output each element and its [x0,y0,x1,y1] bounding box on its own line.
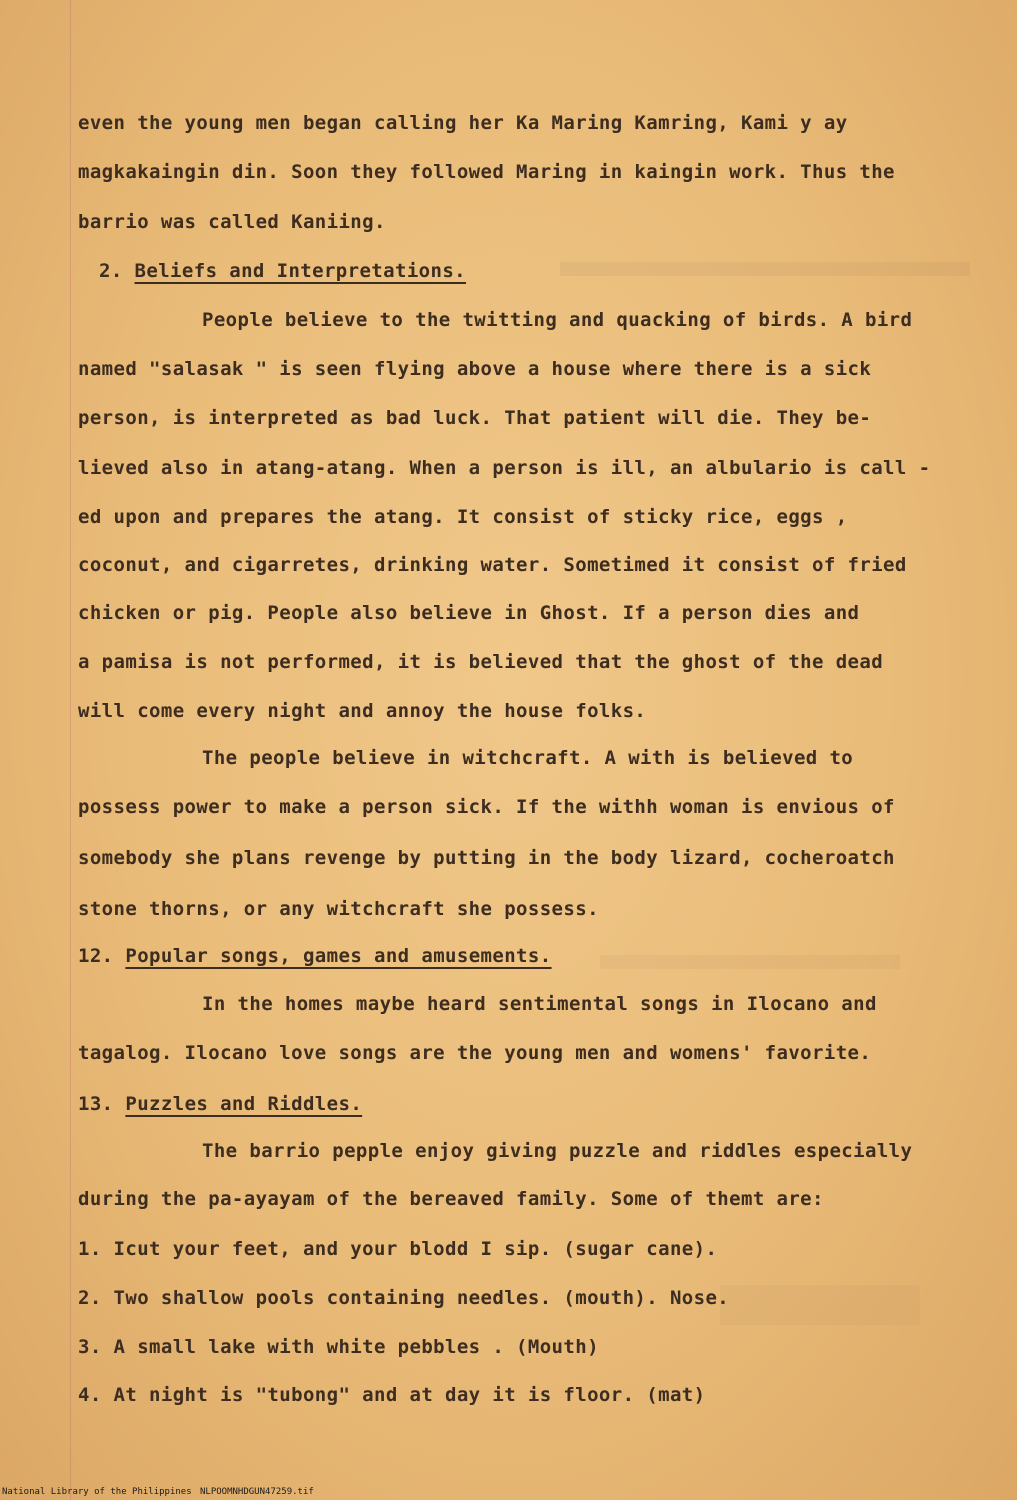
section-heading-riddles [78,1093,362,1115]
text-line: People believe to the twitting and quacking of birds. A bird [202,309,913,331]
section-title: Puzzles and Riddles. [125,1093,363,1115]
margin-rule [70,0,71,1500]
section-number: 13. [78,1093,114,1115]
text-line: ed upon and prepares the atang. It consist of sticky rice, eggs , [78,506,848,528]
text-line: named "salasak " is seen flying above a house where there is a sick [78,358,872,380]
section-title: Beliefs and Interpretations. [134,260,467,282]
text-line: a pamisa is not performed, it is believed that the ghost of the dead [78,651,884,673]
section-number: 12. [78,945,114,967]
text-line: stone thorns, or any witchcraft she possess. [78,898,599,920]
footer-filename: NLPOOMNHDGUN47259.tif [200,1487,314,1497]
text-line: barrio was called Kaniing. [78,211,386,233]
text-line: lieved also in atang-atang. When a person is ill, an albulario is call - [78,457,931,479]
text-line: even the young men began calling her Ka Maring Kamring, Kami y ay [78,112,848,134]
riddle-item: 1. Icut your feet, and your blodd I sip. (sugar cane). [78,1238,718,1260]
text-line: magkakaingin din. Soon they followed Maring in kaingin work. Thus the [78,161,895,183]
bleed-through-mark [600,955,900,969]
section-title: Popular songs, games and amusements. [125,945,552,967]
section-heading-songs [78,945,552,967]
text-line: In the homes maybe heard sentimental songs in Ilocano and [202,993,877,1015]
text-line: somebody she plans revenge by putting in the body lizard, cocheroatch [78,847,895,869]
text-line: coconut, and cigarretes, drinking water. Sometimed it consist of fried [78,554,907,576]
text-line: will come every night and annoy the house folks. [78,700,647,722]
text-line: The barrio pepple enjoy giving puzzle and riddles especially [202,1140,913,1162]
text-line: person, is interpreted as bad luck. That patient will die. They be- [78,407,872,429]
bleed-through-mark [720,1285,920,1325]
text-line: during the pa-ayayam of the bereaved family. Some of themt are: [78,1188,824,1210]
riddle-item: 3. A small lake with white pebbles . (Mouth) [78,1336,599,1358]
riddle-item: 2. Two shallow pools containing needles. (mouth). Nose. [78,1287,730,1309]
text-line: tagalog. Ilocano love songs are the young men and womens' favorite. [78,1042,872,1064]
riddle-item: 4. At night is "tubong" and at day it is floor. (mat) [78,1384,706,1406]
footer-library-name: National Library of the Philippines [2,1487,192,1497]
section-number: 2. [99,260,123,282]
text-line: possess power to make a person sick. If the withh woman is envious of [78,796,895,818]
text-line: The people believe in witchcraft. A with is believed to [202,747,854,769]
section-heading-beliefs [99,260,466,282]
bleed-through-mark [560,262,970,276]
text-line: chicken or pig. People also believe in Ghost. If a person dies and [78,602,860,624]
